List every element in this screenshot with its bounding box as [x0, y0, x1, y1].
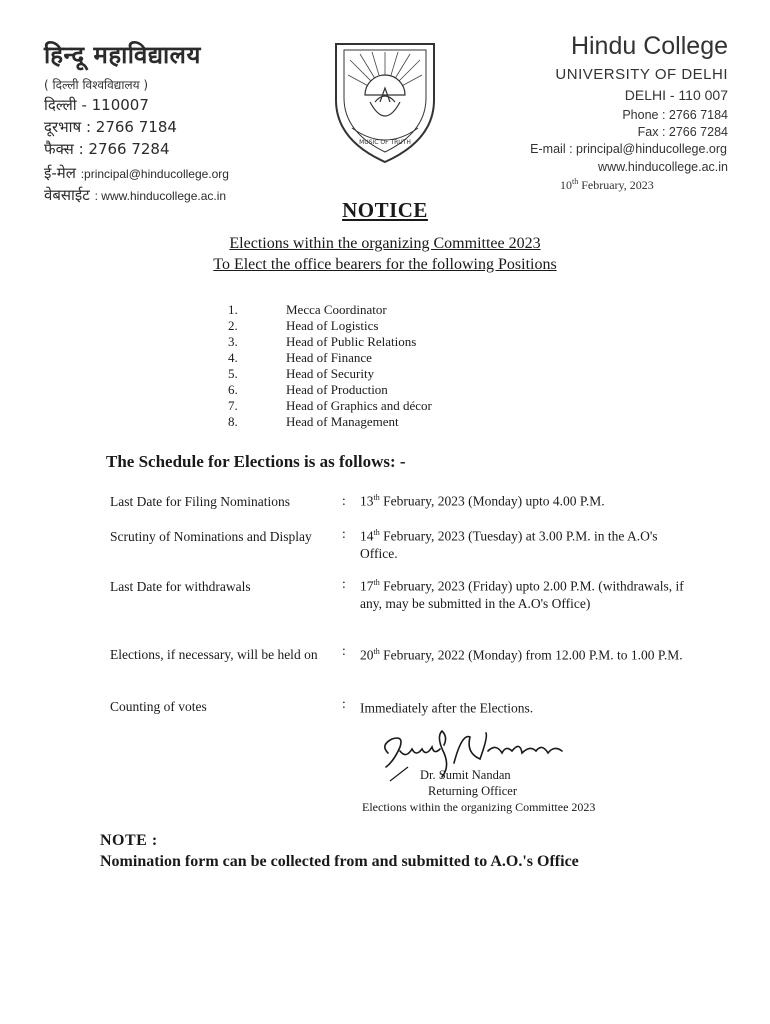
schedule-label: Counting of votes: [110, 699, 207, 714]
hindi-email-label: ई-मेल: [44, 164, 76, 182]
hindi-fax-label: फैक्स: [44, 140, 74, 158]
position-number: 4.: [228, 350, 238, 365]
hindi-website-value: : www.hinducollege.ac.in: [94, 189, 227, 203]
notice-subheading-2: To Elect the office bearers for the following Positions: [213, 256, 557, 273]
schedule-label: Scrutiny of Nominations and Display: [110, 529, 312, 544]
hindi-email-line: [44, 163, 229, 183]
position-number: 6.: [228, 382, 238, 397]
signatory-role: Returning Officer: [428, 784, 517, 798]
signatory-committee: Elections within the organizing Committee 2023: [362, 800, 596, 814]
hindi-university-name: ( दिल्ली विश्वविद्यालय ): [44, 78, 149, 92]
date-day: 10: [560, 178, 572, 192]
college-name: Hindu College: [570, 32, 728, 60]
hindi-fax-line: [44, 139, 170, 159]
value-day: 14: [360, 528, 374, 544]
date-suffix: th: [572, 177, 579, 186]
date-rest: February, 2023: [578, 178, 654, 192]
website-line: www.hinducollege.ac.in: [598, 160, 728, 174]
schedule-value: [360, 574, 690, 612]
schedule-label: Last Date for withdrawals: [110, 579, 251, 594]
notice-subheading-1: Elections within the organizing Committee 2023: [229, 235, 541, 252]
hindi-website-label: वेबसाईट: [44, 186, 90, 204]
position-number: 7.: [228, 398, 238, 413]
value-rest: February, 2023 (Friday) upto 2.00 P.M. (withdrawals, if any, may be submitted in the A.O's Office): [360, 578, 684, 611]
position-item: [228, 318, 432, 334]
phone-line: Phone : 2766 7184: [622, 108, 728, 122]
hindi-phone-line: [44, 117, 177, 137]
hindi-city-line: दिल्ली - 110007: [44, 96, 149, 114]
position-title: Head of Finance: [286, 350, 372, 365]
position-title: Mecca Coordinator: [286, 302, 387, 317]
schedule-value: [360, 643, 690, 664]
note-heading: NOTE :: [100, 832, 158, 849]
value-rest: February, 2023 (Tuesday) at 3.00 P.M. in the A.O's Office.: [360, 528, 658, 561]
city-line: DELHI - 110 007: [624, 87, 728, 103]
university-name: UNIVERSITY OF DELHI: [555, 66, 728, 83]
value-day: 17: [360, 578, 374, 594]
position-title: Head of Public Relations: [286, 334, 417, 349]
note-text: Nomination form can be collected from and submitted to A.O.'s Office: [100, 853, 579, 870]
position-number: 1.: [228, 302, 238, 317]
position-item: [228, 350, 432, 366]
position-item: [228, 382, 432, 398]
signatory-name: Dr. Sumit Nandan: [420, 768, 511, 782]
value-suffix: th: [373, 493, 380, 502]
position-number: 2.: [228, 318, 238, 333]
value-day: 13: [360, 493, 374, 509]
position-title: Head of Security: [286, 366, 375, 381]
hindi-email-value: :principal@hinducollege.org: [80, 167, 229, 181]
value-suffix: th: [373, 647, 380, 656]
value-suffix: th: [373, 578, 380, 587]
hindi-phone-label: दूरभाष: [44, 118, 82, 136]
schedule-value: [360, 489, 690, 510]
college-crest-logo: [330, 40, 440, 165]
email-line: E-mail : principal@hinducollege.org: [530, 142, 727, 156]
value-rest: February, 2022 (Monday) from 12.00 P.M. to 1.00 P.M.: [379, 647, 683, 663]
value-rest: February, 2023 (Monday) upto 4.00 P.M.: [379, 493, 605, 509]
schedule-colon: :: [342, 526, 346, 541]
schedule-value: [360, 524, 690, 562]
schedule-label: Elections, if necessary, will be held on: [110, 647, 318, 662]
position-item: [228, 414, 432, 430]
schedule-value: [360, 696, 690, 717]
schedule-colon: :: [342, 643, 346, 658]
schedule-label: Last Date for Filing Nominations: [110, 494, 290, 509]
notice-date: [560, 177, 654, 193]
position-title: Head of Management: [286, 414, 399, 429]
position-title: Head of Production: [286, 382, 388, 397]
hindi-phone-value: : 2766 7184: [85, 118, 177, 136]
position-item: [228, 302, 432, 318]
fax-line: Fax : 2766 7284: [637, 125, 728, 139]
schedule-colon: :: [342, 576, 346, 591]
notice-heading: NOTICE: [342, 198, 428, 222]
position-item: [228, 334, 432, 350]
hindi-fax-value: : 2766 7284: [78, 140, 170, 158]
position-item: [228, 398, 432, 414]
position-number: 3.: [228, 334, 238, 349]
schedule-colon: :: [342, 696, 346, 711]
value-rest: Immediately after the Elections.: [360, 700, 534, 716]
position-title: Head of Logistics: [286, 318, 379, 333]
position-item: [228, 366, 432, 382]
positions-list: [228, 302, 432, 430]
value-day: 20: [360, 647, 374, 663]
crest-icon: [330, 40, 440, 165]
position-number: 5.: [228, 366, 238, 381]
position-number: 8.: [228, 414, 238, 429]
crest-motto: MUSIC OF TRUTH: [359, 139, 411, 146]
schedule-colon: :: [342, 493, 346, 508]
position-title: Head of Graphics and décor: [286, 398, 432, 413]
hindi-college-name: हिन्दू महाविद्यालय: [44, 41, 201, 69]
value-suffix: th: [373, 528, 380, 537]
schedule-heading: The Schedule for Elections is as follows: -: [106, 452, 406, 471]
